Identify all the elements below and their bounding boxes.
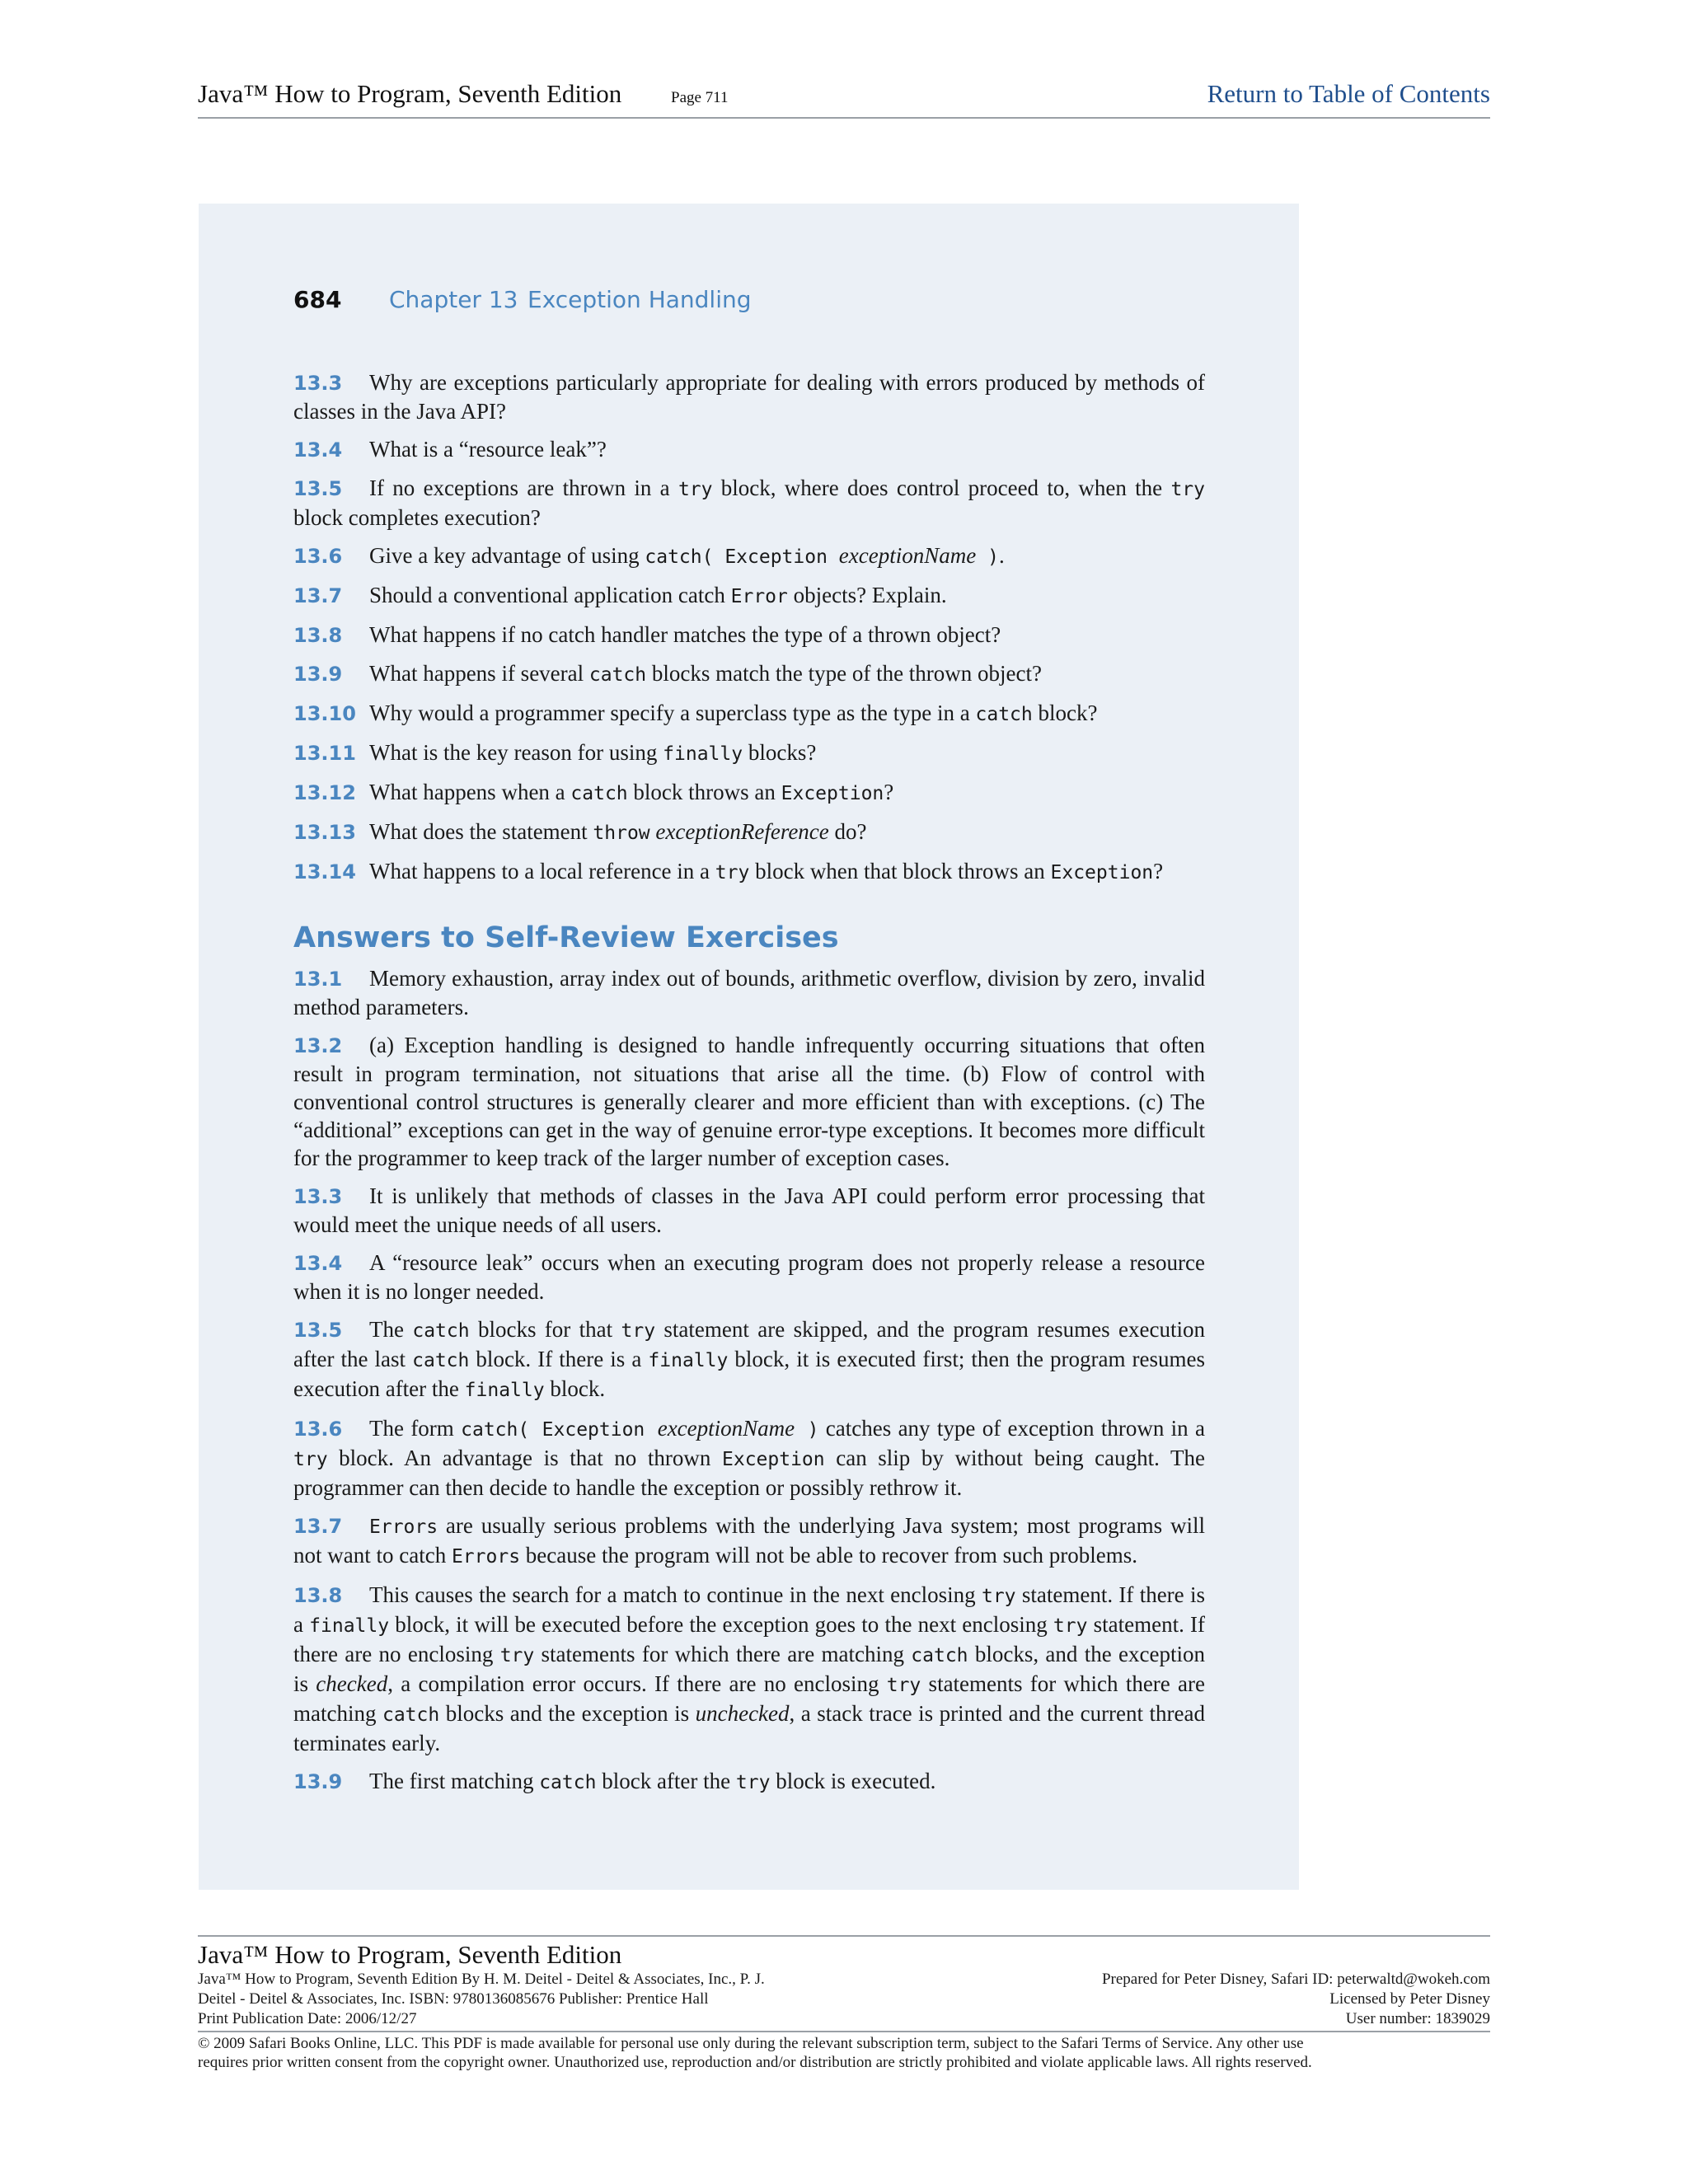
exercise-13-10 <box>293 699 1205 729</box>
text-run: do? <box>828 819 867 844</box>
code-run: catch <box>412 1320 470 1342</box>
code-run: Error <box>730 586 788 607</box>
text-run: catches any type of exception thrown in a <box>818 1416 1205 1441</box>
answer-number: 13.2 <box>293 1034 343 1057</box>
text-run: block. <box>544 1376 606 1401</box>
text-run: statement. If there is a <box>293 1582 1205 1637</box>
answer-number: 13.4 <box>293 1252 343 1275</box>
text-run: , a stack trace is printed and the current thread terminates early. <box>293 1701 1205 1755</box>
code-run: Exception <box>1050 862 1154 883</box>
exercise-13-6 <box>293 541 1205 571</box>
text-run: . <box>998 543 1005 568</box>
copyright-line: © 2009 Safari Books Online, LLC. This PDF is made available for personal use only during the relevant subscription term, subject to the Safari Terms of Service. Any other use <box>198 2035 1304 2052</box>
footer-prepared-for: Prepared for Peter Disney, Safari ID: peterwaltd@wokeh.com <box>1101 1971 1490 1988</box>
exercise-13-3 <box>293 368 1205 425</box>
answer-text: Memory exhaustion, array index out of bounds, arithmetic overflow, division by zero, invalid method parameters. <box>293 966 1205 1019</box>
text-run: What happens if several <box>369 661 589 686</box>
footer-publication-date: Print Publication Date: 2006/12/27 <box>198 2010 417 2027</box>
text-run: The first matching <box>369 1769 540 1793</box>
code-run: catch <box>412 1350 470 1371</box>
answers-heading: Answers to Self-Review Exercises <box>293 921 839 954</box>
text-run: block throws an <box>627 780 781 804</box>
footer-licensed-by: Licensed by Peter Disney <box>1329 1990 1490 2008</box>
text-run: blocks and the exception is <box>439 1701 696 1726</box>
answer-13-4 <box>293 1249 1205 1305</box>
code-run: try <box>735 1772 771 1793</box>
italic-run: checked <box>316 1671 388 1696</box>
text-run: ? <box>1153 859 1164 883</box>
text-run: statements for which there are matching <box>534 1642 912 1666</box>
text-run: block is executed. <box>770 1769 936 1793</box>
text-run: blocks match the type of the thrown object? <box>646 661 1042 686</box>
code-run: catch( Exception <box>645 546 839 568</box>
text-run: If no exceptions are thrown in a <box>369 476 678 500</box>
exercise-text: Why are exceptions particularly appropriate for dealing with errors produced by methods of classes in the Java API? <box>293 370 1205 424</box>
footer-row <box>198 1970 1490 1990</box>
page-content <box>293 368 1205 1807</box>
exercise-13-14 <box>293 857 1205 887</box>
text-run: The <box>369 1317 413 1342</box>
exercise-13-13 <box>293 818 1205 847</box>
code-run: ) <box>976 546 999 568</box>
exercise-number: 13.12 <box>293 781 356 804</box>
text-run: Why would a programmer specify a superclass type as the type in a <box>369 701 976 725</box>
text-run: because the program will not be able to recover from such problems. <box>520 1543 1138 1568</box>
text-run: Give a key advantage of using <box>369 543 645 568</box>
code-run: Exception <box>781 783 884 804</box>
code-run: ) <box>795 1419 819 1441</box>
code-run: finally <box>309 1615 390 1637</box>
italic-run: exceptionName <box>838 543 977 568</box>
exercise-number: 13.9 <box>293 663 343 686</box>
exercise-number: 13.10 <box>293 702 356 725</box>
exercise-13-4 <box>293 435 1205 464</box>
code-run: catch <box>382 1704 440 1726</box>
text-run: block, it is executed first; then the program resumes execution after the <box>293 1347 1206 1401</box>
footer-isbn-line: Deitel - Deitel & Associates, Inc. ISBN: 9780136085676 Publisher: Prentice Hall <box>198 1990 709 2008</box>
exercise-13-8 <box>293 621 1205 649</box>
exercise-13-5 <box>293 474 1205 532</box>
code-run: try <box>886 1675 921 1696</box>
answer-number: 13.9 <box>293 1770 343 1793</box>
text-run: block. An advantage is that no thrown <box>327 1446 722 1470</box>
text-run: statement. If there are no enclosing <box>293 1612 1205 1666</box>
answer-13-6 <box>293 1414 1205 1502</box>
text-run: block when that block throws an <box>749 859 1051 883</box>
answer-text: It is unlikely that methods of classes in the Java API could perform error processing that would meet the unique needs of all users. <box>293 1183 1205 1237</box>
code-run: Exception <box>722 1449 825 1470</box>
code-run: finally <box>648 1350 729 1371</box>
answer-13-5 <box>293 1315 1205 1404</box>
code-run: throw <box>593 823 650 844</box>
text-run: statement are skipped, and the program resumes execution after the last <box>293 1317 1205 1371</box>
text-run: block? <box>1032 701 1098 725</box>
answer-number: 13.1 <box>293 968 343 991</box>
text-run: Should a conventional application catch <box>369 583 731 607</box>
text-run: are usually serious problems with the underlying Java system; most programs will not want to catch <box>293 1513 1205 1568</box>
answer-number: 13.6 <box>293 1418 343 1441</box>
text-run: block, where does control proceed to, when the <box>712 476 1171 500</box>
code-run: finally <box>663 743 743 765</box>
text-run: What is the key reason for using <box>369 740 663 765</box>
text-run: blocks? <box>743 740 817 765</box>
top-header <box>198 76 1490 119</box>
footer-row <box>198 1990 1490 2009</box>
book-title: Java™ How to Program, Seventh Edition <box>198 79 622 108</box>
code-run: catch <box>539 1772 597 1793</box>
code-run: try <box>1170 479 1205 500</box>
code-run: try <box>1053 1615 1088 1637</box>
exercise-number: 13.8 <box>293 624 343 647</box>
code-run: try <box>499 1645 535 1666</box>
page-label: Page 711 <box>671 89 729 106</box>
answer-13-1 <box>293 964 1205 1021</box>
text-run: block after the <box>596 1769 736 1793</box>
code-run: try <box>715 862 750 883</box>
exercise-number: 13.11 <box>293 742 356 765</box>
text-run: What happens to a local reference in a <box>369 859 715 883</box>
book-page-number: 684 <box>293 286 342 313</box>
chapter-title: Exception Handling <box>528 286 752 313</box>
text-run: , a compilation error occurs. If there are no enclosing <box>387 1671 887 1696</box>
code-run: catch <box>975 704 1033 725</box>
italic-run: exceptionReference <box>655 819 829 844</box>
italic-run: unchecked <box>695 1701 790 1726</box>
text-run: can slip by without being caught. The programmer can then decide to handle the exception or possibly rethrow it. <box>293 1446 1205 1500</box>
code-run: Errors <box>451 1546 521 1568</box>
return-to-toc-link[interactable]: Return to Table of Contents <box>1207 79 1490 108</box>
book-page <box>199 204 1299 1890</box>
copyright-notice <box>198 2031 1490 2072</box>
exercise-13-7 <box>293 581 1205 611</box>
exercise-text: What happens if no catch handler matches the type of a thrown object? <box>369 622 1001 647</box>
exercise-13-9 <box>293 659 1205 689</box>
text-run: block. If there is a <box>469 1347 649 1371</box>
exercise-number: 13.4 <box>293 438 343 462</box>
footer-user-number: User number: 1839029 <box>1345 2010 1490 2027</box>
answer-text: A “resource leak” occurs when an executing program does not properly release a resource when it is no longer needed. <box>293 1250 1205 1304</box>
code-run: catch <box>588 664 647 686</box>
footer <box>198 1935 1490 2072</box>
text-run: blocks for that <box>469 1317 621 1342</box>
answer-number: 13.3 <box>293 1185 343 1208</box>
text-run: blocks, and the exception is <box>293 1642 1205 1696</box>
text-run: What does the statement <box>369 819 593 844</box>
copyright-line: requires prior written consent from the copyright owner. Unauthorized use, reproduction and/or distribution are strictly prohibited and violate applicable laws. All rights reserved. <box>198 2054 1312 2071</box>
page-running-header <box>293 286 752 313</box>
code-run: catch <box>570 783 628 804</box>
code-run: finally <box>464 1380 545 1401</box>
answer-13-8 <box>293 1581 1205 1757</box>
footer-row <box>198 2009 1490 2029</box>
exercise-number: 13.6 <box>293 545 343 568</box>
answer-text: (a) Exception handling is designed to handle infrequently occurring situations that often result in program termination, not situations that arise all the time. (b) Flow of control with conventional control structures is generally clearer and more efficient than with exceptions. (c) The “additional” exceptions can get in the way of genuine error-type exceptions. It becomes more difficult for the programmer to keep track of the larger number of exception cases. <box>293 1033 1205 1170</box>
text-run: The form <box>369 1416 462 1441</box>
code-run: try <box>293 1449 328 1470</box>
text-run: objects? Explain. <box>787 583 947 607</box>
answer-13-2 <box>293 1031 1205 1172</box>
exercise-number: 13.13 <box>293 821 356 844</box>
answer-13-3 <box>293 1182 1205 1239</box>
exercise-number: 13.5 <box>293 477 343 500</box>
exercise-text: What is a “resource leak”? <box>369 437 607 462</box>
text-run: statements for which there are matching <box>293 1671 1206 1726</box>
text-run: block, it will be executed before the exception goes to the next enclosing <box>389 1612 1053 1637</box>
text-run: What happens when a <box>369 780 571 804</box>
exercise-number: 13.14 <box>293 860 356 883</box>
text-run: ? <box>884 780 894 804</box>
exercise-number: 13.7 <box>293 584 343 607</box>
answer-number: 13.7 <box>293 1515 343 1538</box>
code-run: catch <box>911 1645 968 1666</box>
code-run: try <box>621 1320 656 1342</box>
exercise-13-11 <box>293 738 1205 768</box>
code-run: Errors <box>369 1516 438 1538</box>
italic-run: exceptionName <box>657 1416 795 1441</box>
code-run: catch( Exception <box>461 1419 658 1441</box>
text-run: This causes the search for a match to continue in the next enclosing <box>369 1582 982 1607</box>
footer-title: Java™ How to Program, Seventh Edition <box>198 1940 622 1969</box>
footer-author-line: Java™ How to Program, Seventh Edition By H. M. Deitel - Deitel & Associates, Inc., P. J. <box>198 1971 765 1988</box>
answer-number: 13.5 <box>293 1319 343 1342</box>
code-run: try <box>678 479 713 500</box>
code-run: try <box>981 1586 1016 1607</box>
answer-number: 13.8 <box>293 1584 343 1607</box>
chapter-label: Chapter 13 <box>389 286 518 313</box>
answer-13-7 <box>293 1511 1205 1571</box>
exercise-13-12 <box>293 778 1205 808</box>
answer-13-9 <box>293 1767 1205 1797</box>
text-run: block completes execution? <box>293 505 541 530</box>
exercise-number: 13.3 <box>293 372 343 395</box>
